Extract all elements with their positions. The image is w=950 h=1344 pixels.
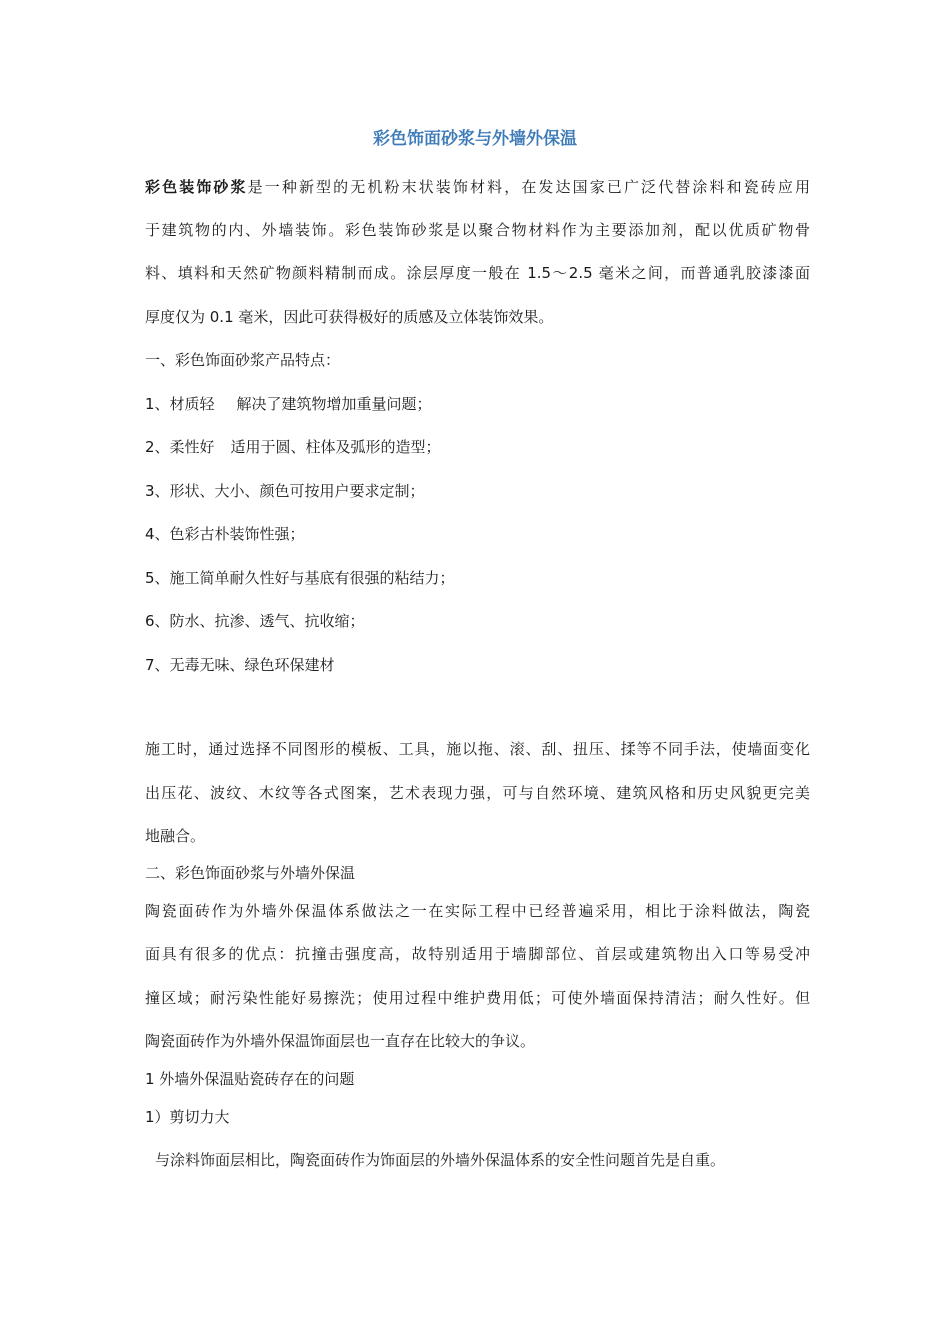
intro-line-3: 料、填料和天然矿物颜料精制而成。涂层厚度一般在 1.5～2.5 毫米之间，而普通乳胶漆漆面 [145,264,810,282]
section2-heading: 二、彩色饰面砂浆与外墙外保温 [145,864,356,882]
feature-item: 2、柔性好 适用于圆、柱体及弧形的造型； [145,438,441,456]
construction-line-3: 地融合。 [145,827,206,845]
intro-term: 彩色装饰砂浆 [145,178,248,196]
section1-heading: 一、彩色饰面砂浆产品特点： [145,351,341,369]
subheading-1: 1 外墙外保温贴瓷砖存在的问题 [145,1070,355,1088]
feature-item: 3、形状、大小、颜色可按用户要求定制； [145,482,425,500]
intro-line-4: 厚度仅为 0.1 毫米，因此可获得极好的质感及立体装饰效果。 [145,308,554,326]
intro-line-1 [145,176,810,198]
tile-paragraph-line-2: 面具有很多的优点：抗撞击强度高，故特别适用于墙脚部位、首层或建筑物出入口等易受冲 [145,945,810,963]
construction-line-1: 施工时，通过选择不同图形的模板、工具，施以拖、滚、刮、扭压、揉等不同手法，使墙面变化 [145,740,810,758]
feature-item: 1、材质轻 解决了建筑物增加重量问题； [145,395,432,413]
feature-item: 5、施工简单耐久性好与基底有很强的粘结力； [145,569,455,587]
tile-paragraph-line-4: 陶瓷面砖作为外墙外保温饰面层也一直存在比较大的争议。 [145,1032,536,1050]
feature-item: 4、色彩古朴装饰性强； [145,525,305,543]
feature-item: 7、无毒无味、绿色环保建材 [145,656,335,674]
tile-paragraph-line-3: 撞区域；耐污染性能好易擦洗；使用过程中维护费用低；可使外墙面保持清洁；耐久性好。但 [145,989,810,1007]
intro-line-2: 于建筑物的内、外墙装饰。彩色装饰砂浆是以聚合物材料作为主要添加剂，配以优质矿物骨 [145,221,810,239]
feature-item: 6、防水、抗渗、透气、抗收缩； [145,612,365,630]
last-paragraph-line: 与涂料饰面层相比，陶瓷面砖作为饰面层的外墙外保温体系的安全性问题首先是自重。 [155,1151,726,1169]
tile-paragraph-line-1: 陶瓷面砖作为外墙外保温体系做法之一在实际工程中已经普遍采用，相比于涂料做法，陶瓷 [145,902,810,920]
intro-line-1-text: 是一种新型的无机粉末状装饰材料，在发达国家已广泛代替涂料和瓷砖应用 [247,178,810,196]
document-title: 彩色饰面砂浆与外墙外保温 [373,129,577,149]
construction-line-2: 出压花、波纹、木纹等各式图案，艺术表现力强，可与自然环境、建筑风格和历史风貌更完美 [145,784,810,802]
subheading-2: 1）剪切力大 [145,1108,230,1126]
